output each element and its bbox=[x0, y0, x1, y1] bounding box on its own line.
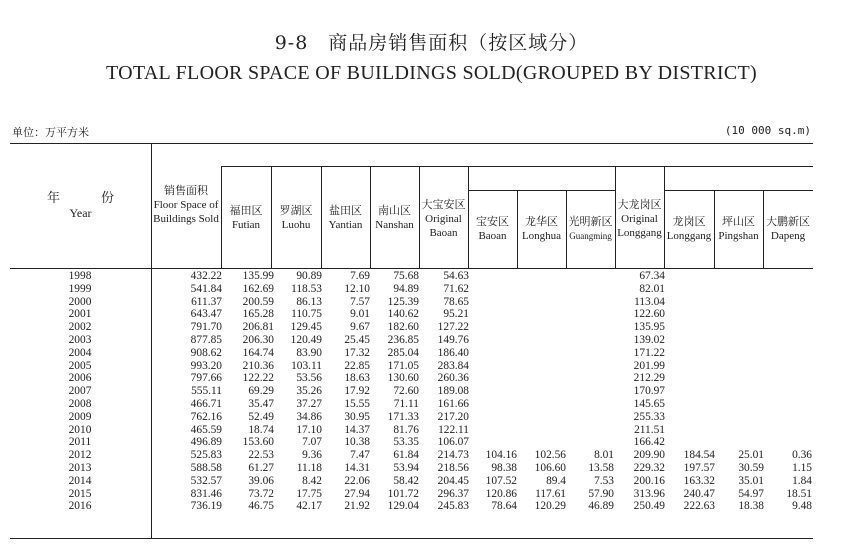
cell-nanshan: 130.60 bbox=[387, 372, 419, 385]
cell-longgang-original: 201.99 bbox=[633, 359, 665, 372]
cell-total: 797.66 bbox=[190, 372, 222, 385]
cell-yantian: 25.45 bbox=[344, 333, 370, 346]
cell-longgang-original: 145.65 bbox=[633, 397, 665, 410]
cell-yantian: 10.38 bbox=[344, 436, 370, 449]
header-nanshan-en: Nanshan bbox=[375, 219, 414, 231]
cell-year: 2007 bbox=[68, 385, 92, 398]
cell-futian: 162.69 bbox=[242, 282, 274, 295]
cell-year: 2010 bbox=[68, 423, 92, 436]
header-baoan-original bbox=[419, 196, 468, 242]
header-longhua bbox=[517, 214, 566, 244]
header-nanshan bbox=[370, 203, 419, 233]
header-dapeng bbox=[763, 214, 813, 244]
table-row bbox=[10, 360, 813, 373]
header-dapeng-cn: 大鹏新区 bbox=[766, 215, 810, 228]
cell-longgang-original: 67.34 bbox=[639, 270, 665, 282]
cell-yantian: 22.85 bbox=[344, 359, 370, 372]
cell-longgang-original: 139.02 bbox=[633, 333, 665, 346]
cell-luohu: 118.53 bbox=[291, 282, 322, 295]
cell-baoan-original: 122.11 bbox=[438, 423, 469, 436]
cell-baoan-original: 127.22 bbox=[437, 321, 469, 334]
cell-year: 2009 bbox=[68, 410, 92, 423]
cell-longgang: 184.54 bbox=[683, 449, 715, 462]
header-total bbox=[151, 182, 221, 228]
cell-total: 466.71 bbox=[190, 397, 222, 410]
cell-baoan-original: 78.65 bbox=[443, 295, 469, 308]
cell-nanshan: 285.04 bbox=[387, 346, 419, 359]
cell-yantian: 15.55 bbox=[344, 397, 370, 410]
cell-total: 465.59 bbox=[190, 423, 222, 436]
header-luohu-cn: 罗湖区 bbox=[279, 204, 313, 217]
header-total-en1: Floor Space of bbox=[153, 199, 219, 211]
cell-nanshan: 53.94 bbox=[393, 461, 419, 474]
cell-total: 831.46 bbox=[190, 487, 222, 500]
cell-dapeng: 1.84 bbox=[792, 474, 812, 487]
cell-longgang-original: 171.22 bbox=[633, 346, 665, 359]
page-title-en: TOTAL FLOOR SPACE OF BUILDINGS SOLD(GROUPED BY DISTRICT) bbox=[106, 62, 757, 84]
cell-futian: 200.59 bbox=[242, 295, 274, 308]
cell-year: 2016 bbox=[68, 500, 92, 513]
header-baoan-cn: 宝安区 bbox=[476, 215, 509, 228]
table-row bbox=[10, 500, 813, 513]
cell-luohu: 129.45 bbox=[290, 321, 322, 334]
cell-total: 532.57 bbox=[190, 474, 222, 487]
cell-longgang: 240.47 bbox=[683, 487, 715, 500]
cell-yantian: 7.57 bbox=[350, 295, 370, 308]
header-yantian bbox=[321, 203, 370, 233]
header-bottom-rule bbox=[10, 268, 813, 269]
cell-baoan-original: 245.83 bbox=[437, 500, 469, 513]
cell-total: 908.62 bbox=[190, 346, 222, 359]
cell-futian: 164.74 bbox=[242, 346, 274, 359]
cell-total: 762.16 bbox=[190, 410, 222, 423]
cell-nanshan: 75.68 bbox=[393, 270, 419, 282]
table-row bbox=[10, 385, 813, 398]
cell-futian: 153.60 bbox=[242, 436, 274, 449]
cell-baoan-original: 283.84 bbox=[437, 359, 469, 372]
cell-futian: 135.99 bbox=[242, 270, 274, 282]
cell-yantian: 22.06 bbox=[344, 474, 370, 487]
cell-longgang: 222.63 bbox=[683, 500, 715, 513]
cell-yantian: 7.47 bbox=[350, 449, 370, 462]
cell-year: 2006 bbox=[68, 372, 92, 385]
header-guangming bbox=[566, 214, 615, 244]
header-year bbox=[10, 190, 151, 222]
cell-luohu: 37.27 bbox=[296, 397, 322, 410]
cell-dapeng: 1.15 bbox=[792, 461, 812, 474]
cell-nanshan: 58.42 bbox=[393, 474, 419, 487]
cell-longgang-original: 211.51 bbox=[634, 423, 665, 436]
cell-baoan-original: 218.56 bbox=[437, 461, 469, 474]
header-pingshan-en: Pingshan bbox=[718, 230, 759, 242]
cell-longgang-original: 313.96 bbox=[633, 487, 665, 500]
cell-baoan-original: 106.07 bbox=[437, 436, 469, 449]
table-row bbox=[10, 347, 813, 360]
cell-pingshan: 54.97 bbox=[738, 487, 764, 500]
header-baoan-original-cn: 大宝安区 bbox=[421, 198, 466, 211]
cell-nanshan: 94.89 bbox=[393, 282, 419, 295]
cell-yantian: 7.69 bbox=[350, 270, 370, 282]
header-nanshan-cn: 南山区 bbox=[378, 204, 411, 217]
cell-total: 496.89 bbox=[190, 436, 222, 449]
cell-longgang-original: 122.60 bbox=[633, 308, 665, 321]
table-row bbox=[10, 308, 813, 321]
cell-total: 611.37 bbox=[191, 295, 222, 308]
page-title-cn: 9-8 商品房销售面积（按区域分） bbox=[274, 32, 589, 54]
cell-futian: 122.22 bbox=[242, 372, 274, 385]
cell-year: 2015 bbox=[68, 487, 92, 500]
cell-yantian: 17.32 bbox=[344, 346, 370, 359]
cell-baoan-original: 161.66 bbox=[437, 397, 469, 410]
cell-total: 525.83 bbox=[190, 449, 222, 462]
header-dapeng-en: Dapeng bbox=[770, 230, 806, 242]
cell-year: 2004 bbox=[68, 346, 92, 359]
cell-luohu: 90.89 bbox=[296, 270, 322, 282]
table-row bbox=[10, 436, 813, 449]
cell-luohu: 83.90 bbox=[296, 346, 322, 359]
cell-futian: 165.28 bbox=[242, 308, 274, 321]
cell-nanshan: 171.33 bbox=[387, 410, 419, 423]
cell-total: 877.85 bbox=[190, 333, 222, 346]
cell-dapeng: 0.36 bbox=[792, 449, 812, 462]
table-row bbox=[10, 334, 813, 347]
cell-total: 555.11 bbox=[191, 385, 222, 398]
header-year-en: Year bbox=[69, 206, 92, 220]
cell-futian: 61.27 bbox=[248, 461, 274, 474]
cell-luohu: 120.49 bbox=[290, 333, 322, 346]
cell-pingshan: 35.01 bbox=[738, 474, 764, 487]
cell-total: 588.58 bbox=[190, 461, 222, 474]
cell-year: 2005 bbox=[68, 359, 92, 372]
header-longgang-cn: 龙岗区 bbox=[672, 215, 706, 228]
header-longhua-en: Longhua bbox=[521, 230, 562, 242]
cell-year: 1999 bbox=[68, 282, 92, 295]
table-bottom-rule bbox=[10, 538, 813, 539]
cell-nanshan: 182.60 bbox=[387, 321, 419, 334]
cell-longhua: 117.61 bbox=[535, 487, 566, 500]
cell-baoan: 120.86 bbox=[485, 487, 517, 500]
cell-luohu: 8.42 bbox=[302, 474, 322, 487]
cell-yantian: 18.63 bbox=[344, 372, 370, 385]
cell-longgang-original: 170.97 bbox=[633, 385, 665, 398]
cell-baoan: 98.38 bbox=[491, 461, 517, 474]
header-yantian-en: Yantian bbox=[328, 219, 363, 231]
subheader-rule-longgang bbox=[664, 190, 813, 191]
cell-futian: 35.47 bbox=[248, 397, 274, 410]
cell-yantian: 21.92 bbox=[344, 500, 370, 513]
header-yantian-cn: 盐田区 bbox=[329, 204, 362, 217]
cell-yantian: 12.10 bbox=[344, 282, 370, 295]
header-futian bbox=[221, 203, 271, 233]
cell-luohu: 9.36 bbox=[302, 449, 322, 462]
cell-luohu: 17.75 bbox=[296, 487, 322, 500]
cell-guangming: 7.53 bbox=[594, 474, 614, 487]
cell-nanshan: 171.05 bbox=[387, 359, 419, 372]
header-pingshan-cn: 坪山区 bbox=[722, 215, 755, 228]
table-body bbox=[10, 270, 813, 513]
cell-year: 2013 bbox=[68, 461, 92, 474]
cell-luohu: 110.75 bbox=[291, 308, 322, 321]
cell-longgang-original: 166.42 bbox=[633, 436, 665, 449]
cell-futian: 206.30 bbox=[242, 333, 274, 346]
cell-nanshan: 61.84 bbox=[393, 449, 419, 462]
cell-guangming: 46.89 bbox=[588, 500, 614, 513]
cell-futian: 210.36 bbox=[242, 359, 274, 372]
subheader-rule-main bbox=[221, 166, 813, 167]
cell-longhua: 106.60 bbox=[534, 461, 566, 474]
cell-baoan-original: 189.08 bbox=[437, 385, 469, 398]
cell-longgang-original: 200.16 bbox=[633, 474, 665, 487]
cell-nanshan: 236.85 bbox=[387, 333, 419, 346]
cell-total: 791.70 bbox=[190, 321, 222, 334]
cell-year: 2001 bbox=[68, 308, 92, 321]
cell-luohu: 103.11 bbox=[291, 359, 322, 372]
cell-longhua: 120.29 bbox=[534, 500, 566, 513]
cell-total: 736.19 bbox=[190, 500, 222, 513]
header-baoan bbox=[468, 214, 517, 244]
cell-futian: 18.74 bbox=[248, 423, 274, 436]
cell-yantian: 9.01 bbox=[350, 308, 370, 321]
cell-longgang-original: 82.01 bbox=[639, 282, 665, 295]
cell-luohu: 34.86 bbox=[296, 410, 322, 423]
cell-yantian: 17.92 bbox=[344, 385, 370, 398]
cell-baoan: 107.52 bbox=[485, 474, 517, 487]
cell-baoan: 78.64 bbox=[491, 500, 517, 513]
table-row bbox=[10, 424, 813, 437]
cell-nanshan: 129.04 bbox=[387, 500, 419, 513]
cell-total: 432.22 bbox=[190, 270, 222, 282]
table-row bbox=[10, 462, 813, 475]
cell-longgang-original: 250.49 bbox=[633, 500, 665, 513]
cell-year: 2003 bbox=[68, 333, 92, 346]
cell-baoan-original: 260.36 bbox=[437, 372, 469, 385]
cell-guangming: 8.01 bbox=[594, 449, 614, 462]
header-longgang bbox=[664, 214, 714, 244]
cell-luohu: 42.17 bbox=[296, 500, 322, 513]
cell-futian: 69.29 bbox=[248, 385, 274, 398]
cell-year: 2002 bbox=[68, 321, 92, 334]
cell-baoan-original: 149.76 bbox=[437, 333, 469, 346]
cell-futian: 52.49 bbox=[248, 410, 274, 423]
cell-luohu: 53.56 bbox=[296, 372, 322, 385]
table-row bbox=[10, 372, 813, 385]
cell-futian: 22.53 bbox=[248, 449, 274, 462]
header-total-cn: 销售面积 bbox=[164, 184, 208, 197]
cell-baoan-original: 296.37 bbox=[437, 487, 469, 500]
header-longgang-original-en1: Original bbox=[621, 213, 658, 225]
cell-luohu: 35.26 bbox=[296, 385, 322, 398]
cell-futian: 73.72 bbox=[248, 487, 274, 500]
cell-total: 993.20 bbox=[190, 359, 222, 372]
cell-year: 2000 bbox=[68, 295, 92, 308]
cell-yantian: 30.95 bbox=[344, 410, 370, 423]
header-longgang-original bbox=[615, 196, 664, 242]
table-row bbox=[10, 488, 813, 501]
header-luohu bbox=[271, 203, 321, 233]
cell-yantian: 9.67 bbox=[350, 321, 370, 334]
header-guangming-cn: 光明新区 bbox=[568, 215, 613, 228]
cell-luohu: 17.10 bbox=[296, 423, 322, 436]
header-futian-cn: 福田区 bbox=[229, 204, 263, 217]
cell-pingshan: 30.59 bbox=[738, 461, 764, 474]
table-row bbox=[10, 475, 813, 488]
cell-longgang-original: 113.04 bbox=[634, 295, 665, 308]
cell-year: 2011 bbox=[68, 436, 92, 449]
cell-year: 2014 bbox=[68, 474, 92, 487]
table-row bbox=[10, 321, 813, 334]
cell-longgang-original: 212.29 bbox=[633, 372, 665, 385]
cell-longhua: 102.56 bbox=[534, 449, 566, 462]
cell-dapeng: 9.48 bbox=[792, 500, 812, 513]
cell-baoan-original: 71.62 bbox=[443, 282, 469, 295]
cell-dapeng: 18.51 bbox=[786, 487, 812, 500]
cell-yantian: 14.31 bbox=[344, 461, 370, 474]
header-longgang-original-cn: 大龙岗区 bbox=[617, 198, 662, 211]
cell-pingshan: 18.38 bbox=[738, 500, 764, 513]
cell-baoan-original: 186.40 bbox=[437, 346, 469, 359]
cell-nanshan: 101.72 bbox=[387, 487, 419, 500]
header-baoan-original-en1: Original bbox=[425, 213, 462, 225]
header-luohu-en: Luohu bbox=[281, 219, 311, 231]
cell-guangming: 13.58 bbox=[588, 461, 614, 474]
cell-nanshan: 71.11 bbox=[393, 397, 419, 410]
subheader-rule-baoan bbox=[468, 190, 615, 191]
table-top-rule bbox=[10, 143, 813, 144]
cell-baoan: 104.16 bbox=[485, 449, 517, 462]
cell-longgang-original: 135.95 bbox=[633, 321, 665, 334]
cell-longgang-original: 209.90 bbox=[633, 449, 665, 462]
header-baoan-original-en2: Baoan bbox=[429, 227, 458, 239]
cell-year: 1998 bbox=[68, 270, 92, 282]
cell-luohu: 11.18 bbox=[296, 461, 322, 474]
cell-nanshan: 53.35 bbox=[393, 436, 419, 449]
cell-baoan-original: 217.20 bbox=[437, 410, 469, 423]
table-row bbox=[10, 411, 813, 424]
cell-yantian: 14.37 bbox=[344, 423, 370, 436]
header-total-en2: Buildings Sold bbox=[153, 213, 219, 225]
header-pingshan bbox=[714, 214, 763, 244]
cell-longgang-original: 229.32 bbox=[633, 461, 665, 474]
header-guangming-en: Guangming bbox=[569, 231, 612, 241]
cell-baoan-original: 54.63 bbox=[443, 270, 469, 282]
cell-futian: 46.75 bbox=[248, 500, 274, 513]
cell-nanshan: 81.76 bbox=[393, 423, 419, 436]
cell-baoan-original: 214.73 bbox=[437, 449, 469, 462]
header-year-cn: 年 份 bbox=[46, 191, 128, 206]
cell-year: 2012 bbox=[68, 449, 92, 462]
table-row bbox=[10, 270, 813, 283]
header-longhua-cn: 龙华区 bbox=[525, 215, 558, 228]
cell-nanshan: 125.39 bbox=[387, 295, 419, 308]
header-futian-en: Futian bbox=[231, 219, 261, 231]
unit-label-cn: 单位：万平方米 bbox=[12, 126, 89, 139]
cell-total: 643.47 bbox=[190, 308, 222, 321]
cell-futian: 206.81 bbox=[242, 321, 274, 334]
cell-longgang: 163.32 bbox=[683, 474, 715, 487]
cell-yantian: 27.94 bbox=[344, 487, 370, 500]
cell-luohu: 7.07 bbox=[302, 436, 322, 449]
table-row bbox=[10, 449, 813, 462]
cell-longgang-original: 255.33 bbox=[633, 410, 665, 423]
cell-futian: 39.06 bbox=[248, 474, 274, 487]
header-longgang-en: Longgang bbox=[666, 230, 712, 242]
cell-baoan-original: 204.45 bbox=[437, 474, 469, 487]
header-longgang-original-en2: Longgang bbox=[617, 227, 662, 239]
table-row bbox=[10, 283, 813, 296]
cell-nanshan: 72.60 bbox=[393, 385, 419, 398]
cell-nanshan: 140.62 bbox=[387, 308, 419, 321]
header-baoan-en: Baoan bbox=[478, 230, 507, 242]
cell-baoan-original: 95.21 bbox=[443, 308, 469, 321]
unit-label-en: (10 000 sq.m) bbox=[724, 124, 811, 137]
table-row bbox=[10, 398, 813, 411]
cell-total: 541.84 bbox=[190, 282, 222, 295]
cell-pingshan: 25.01 bbox=[738, 449, 764, 462]
table-row bbox=[10, 296, 813, 309]
cell-longgang: 197.57 bbox=[683, 461, 715, 474]
cell-longhua: 89.4 bbox=[546, 474, 566, 487]
cell-luohu: 86.13 bbox=[296, 295, 322, 308]
cell-guangming: 57.90 bbox=[588, 487, 614, 500]
cell-year: 2008 bbox=[68, 397, 92, 410]
